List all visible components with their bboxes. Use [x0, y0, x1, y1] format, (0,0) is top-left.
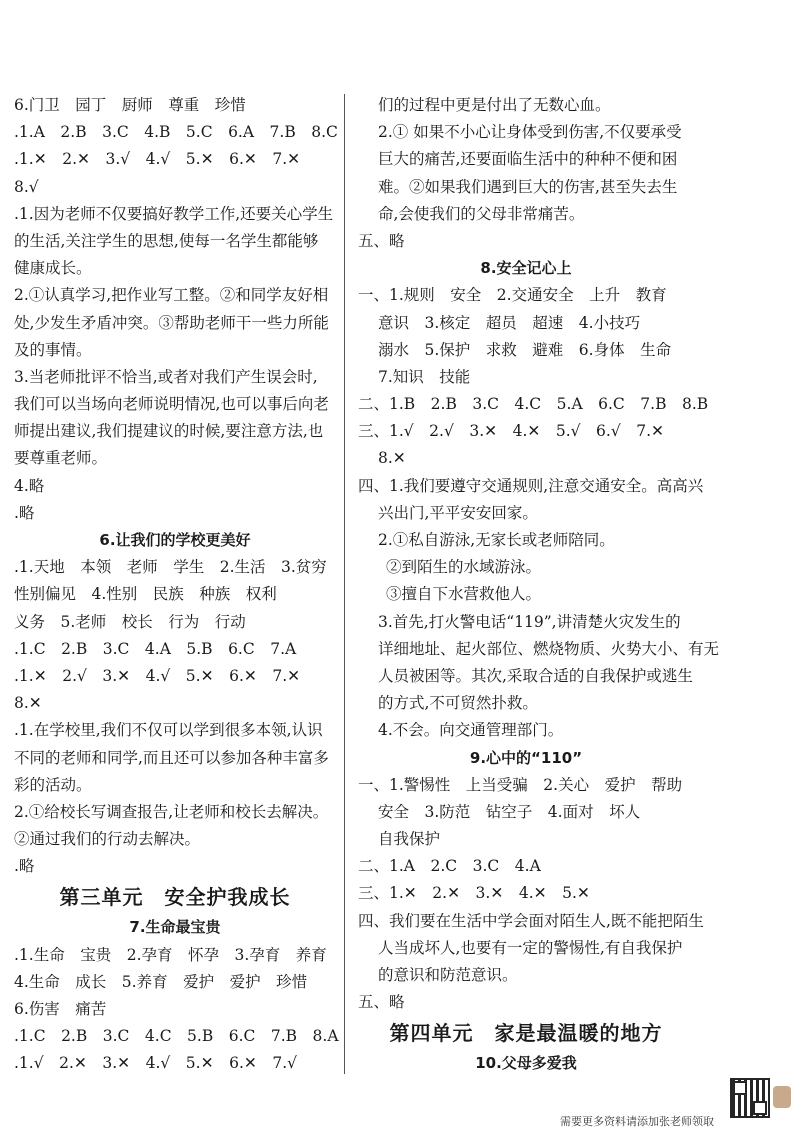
answer-line: 一、1.警惕性 上当受骗 2.关心 爱护 帮助	[358, 775, 683, 794]
answer-line: 意识 3.核定 超员 超速 4.小技巧	[378, 313, 641, 332]
answer-line: 7.知识 技能	[378, 367, 471, 386]
answer-line: ③擅自下水营救他人。	[386, 585, 542, 604]
unit-title: 第四单元 家是最温暖的地方	[389, 1021, 663, 1046]
section-title: 8.安全记心上	[480, 259, 572, 278]
answer-line: 三、1.√ 2.√ 3.✕ 4.✕ 5.√ 6.√ 7.✕	[358, 422, 664, 441]
answer-line: 二、1.B 2.B 3.C 4.C 5.A 6.C 7.B 8.B	[358, 395, 709, 414]
answer-line: 2.①给校长写调查报告,让老师和校长去解决。	[14, 802, 329, 821]
answer-line: 不同的老师和同学,而且还可以参加各种丰富多	[14, 748, 329, 767]
section-title: 7.生命最宝贵	[129, 918, 221, 937]
answer-line: 溺水 5.保护 求救 避难 6.身体 生命	[378, 340, 672, 359]
answer-line: 人当成坏人,也要有一定的警惕性,有自我保护	[378, 938, 683, 957]
answer-line: 的生活,关注学生的思想,使每一名学生都能够	[14, 231, 319, 250]
answer-line: .略	[14, 503, 35, 522]
column-divider	[344, 94, 345, 1074]
section-title: 6.让我们的学校更美好	[99, 531, 251, 549]
answer-line: 义务 5.老师 校长 行为 行动	[14, 612, 246, 631]
answer-line: 健康成长。	[14, 259, 92, 278]
section-title: 9.心中的“110”	[469, 748, 583, 767]
qr-code-icon[interactable]	[730, 1078, 770, 1118]
answer-line: .1.√ 2.✕ 3.✕ 4.√ 5.✕ 6.✕ 7.√	[14, 1054, 298, 1073]
unit-title: 第三单元 安全护我成长	[59, 885, 291, 910]
answer-line: 3.当老师批评不恰当,或者对我们产生误会时,	[14, 367, 318, 386]
answer-line: 3.首先,打火警电话“119”,讲清楚火灾发生的	[378, 612, 681, 631]
answer-line: 四、1.我们要遵守交通规则,注意交通安全。高高兴	[358, 476, 704, 495]
answer-line: 2.① 如果不小心让身体受到伤害,不仅要承受	[378, 123, 682, 142]
answer-line: 彩的活动。	[14, 775, 92, 794]
answer-line: 难。②如果我们遇到巨大的伤害,甚至失去生	[378, 177, 678, 196]
right-column	[358, 92, 720, 1078]
answer-line: 详细地址、起火部位、燃烧物质、火势大小、有无	[378, 639, 720, 658]
answer-line: 2.①认真学习,把作业写工整。②和同学友好相	[14, 286, 329, 305]
answer-line: 的意识和防范意识。	[378, 966, 518, 984]
answer-line: 我们可以当场向老师说明情况,也可以事后向老	[14, 395, 329, 414]
section-title: 10.父母多爱我	[475, 1054, 577, 1073]
answer-line: 五、略	[358, 231, 405, 250]
answer-line: 一、1.规则 安全 2.交通安全 上升 教育	[358, 286, 667, 305]
answer-line: .1.因为老师不仅要搞好教学工作,还要关心学生	[14, 204, 334, 223]
answer-line: 8.✕	[378, 449, 406, 468]
answer-line: 8.√	[14, 177, 39, 196]
answer-line: 处,少发生矛盾冲突。③帮助老师干一些力所能	[14, 313, 329, 332]
answer-line: 2.①私自游泳,无家长或老师陪同。	[378, 531, 615, 549]
answer-line: 要尊重老师。	[14, 449, 108, 468]
answer-line: 性别偏见 4.性别 民族 种族 权利	[14, 585, 277, 604]
answer-line: .1.C 2.B 3.C 4.C 5.B 6.C 7.B 8.A	[14, 1027, 339, 1046]
answer-line: 人员被困等。其次,采取合适的自我保护或逃生	[378, 666, 693, 685]
left-column	[14, 92, 339, 1078]
answer-line: .1.✕ 2.✕ 3.√ 4.√ 5.✕ 6.✕ 7.✕	[14, 150, 301, 169]
answer-line: 巨大的痛苦,还要面临生活中的种种不便和困	[378, 150, 678, 169]
answer-line: 自我保护	[378, 830, 441, 849]
answer-line: 及的事情。	[14, 340, 92, 359]
answer-line: 二、1.A 2.C 3.C 4.A	[358, 857, 541, 876]
answer-line: 兴出门,平平安安回家。	[378, 503, 538, 522]
answer-line: 命,会使我们的父母非常痛苦。	[378, 204, 585, 223]
answer-line: .1.✕ 2.√ 3.✕ 4.√ 5.✕ 6.✕ 7.✕	[14, 666, 301, 685]
answer-line: 6.伤害 痛苦	[14, 1000, 107, 1018]
answer-line: 的方式,不可贸然扑救。	[378, 694, 538, 713]
answer-line: 4.不会。向交通管理部门。	[378, 721, 564, 740]
answer-line: .略	[14, 857, 35, 876]
answer-line: ②到陌生的水域游泳。	[386, 558, 542, 577]
answer-line: 师提出建议,我们提建议的时候,要注意方法,也	[14, 422, 324, 441]
answer-line: 五、略	[358, 993, 405, 1012]
answer-line: .1.生命 宝贵 2.孕育 怀孕 3.孕育 养育	[14, 945, 327, 964]
answer-line: 四、我们要在生活中学会面对陌生人,既不能把陌生	[358, 911, 704, 930]
answer-line: .1.天地 本领 老师 学生 2.生活 3.贫穷	[14, 558, 327, 577]
answer-line: 6.门卫 园丁 厨师 尊重 珍惜	[14, 96, 246, 114]
footer-note: 需要更多资料请添加张老师领取	[560, 1115, 714, 1128]
answer-line: 安全 3.防范 钻空子 4.面对 坏人	[378, 802, 641, 821]
answer-line: 4.略	[14, 476, 45, 495]
answer-line: .1.在学校里,我们不仅可以学到很多本领,认识	[14, 721, 323, 740]
avatar-icon	[773, 1086, 791, 1108]
answer-line: 三、1.✕ 2.✕ 3.✕ 4.✕ 5.✕	[358, 884, 590, 903]
answer-line: 8.✕	[14, 694, 42, 713]
answer-line: ②通过我们的行动去解决。	[14, 830, 201, 849]
answer-line: 4.生命 成长 5.养育 爱护 爱护 珍惜	[14, 972, 308, 991]
answer-line: .1.C 2.B 3.C 4.A 5.B 6.C 7.A	[14, 639, 297, 658]
answer-line: .1.A 2.B 3.C 4.B 5.C 6.A 7.B 8.C	[14, 123, 338, 142]
answer-line: 们的过程中更是付出了无数心血。	[378, 96, 611, 114]
